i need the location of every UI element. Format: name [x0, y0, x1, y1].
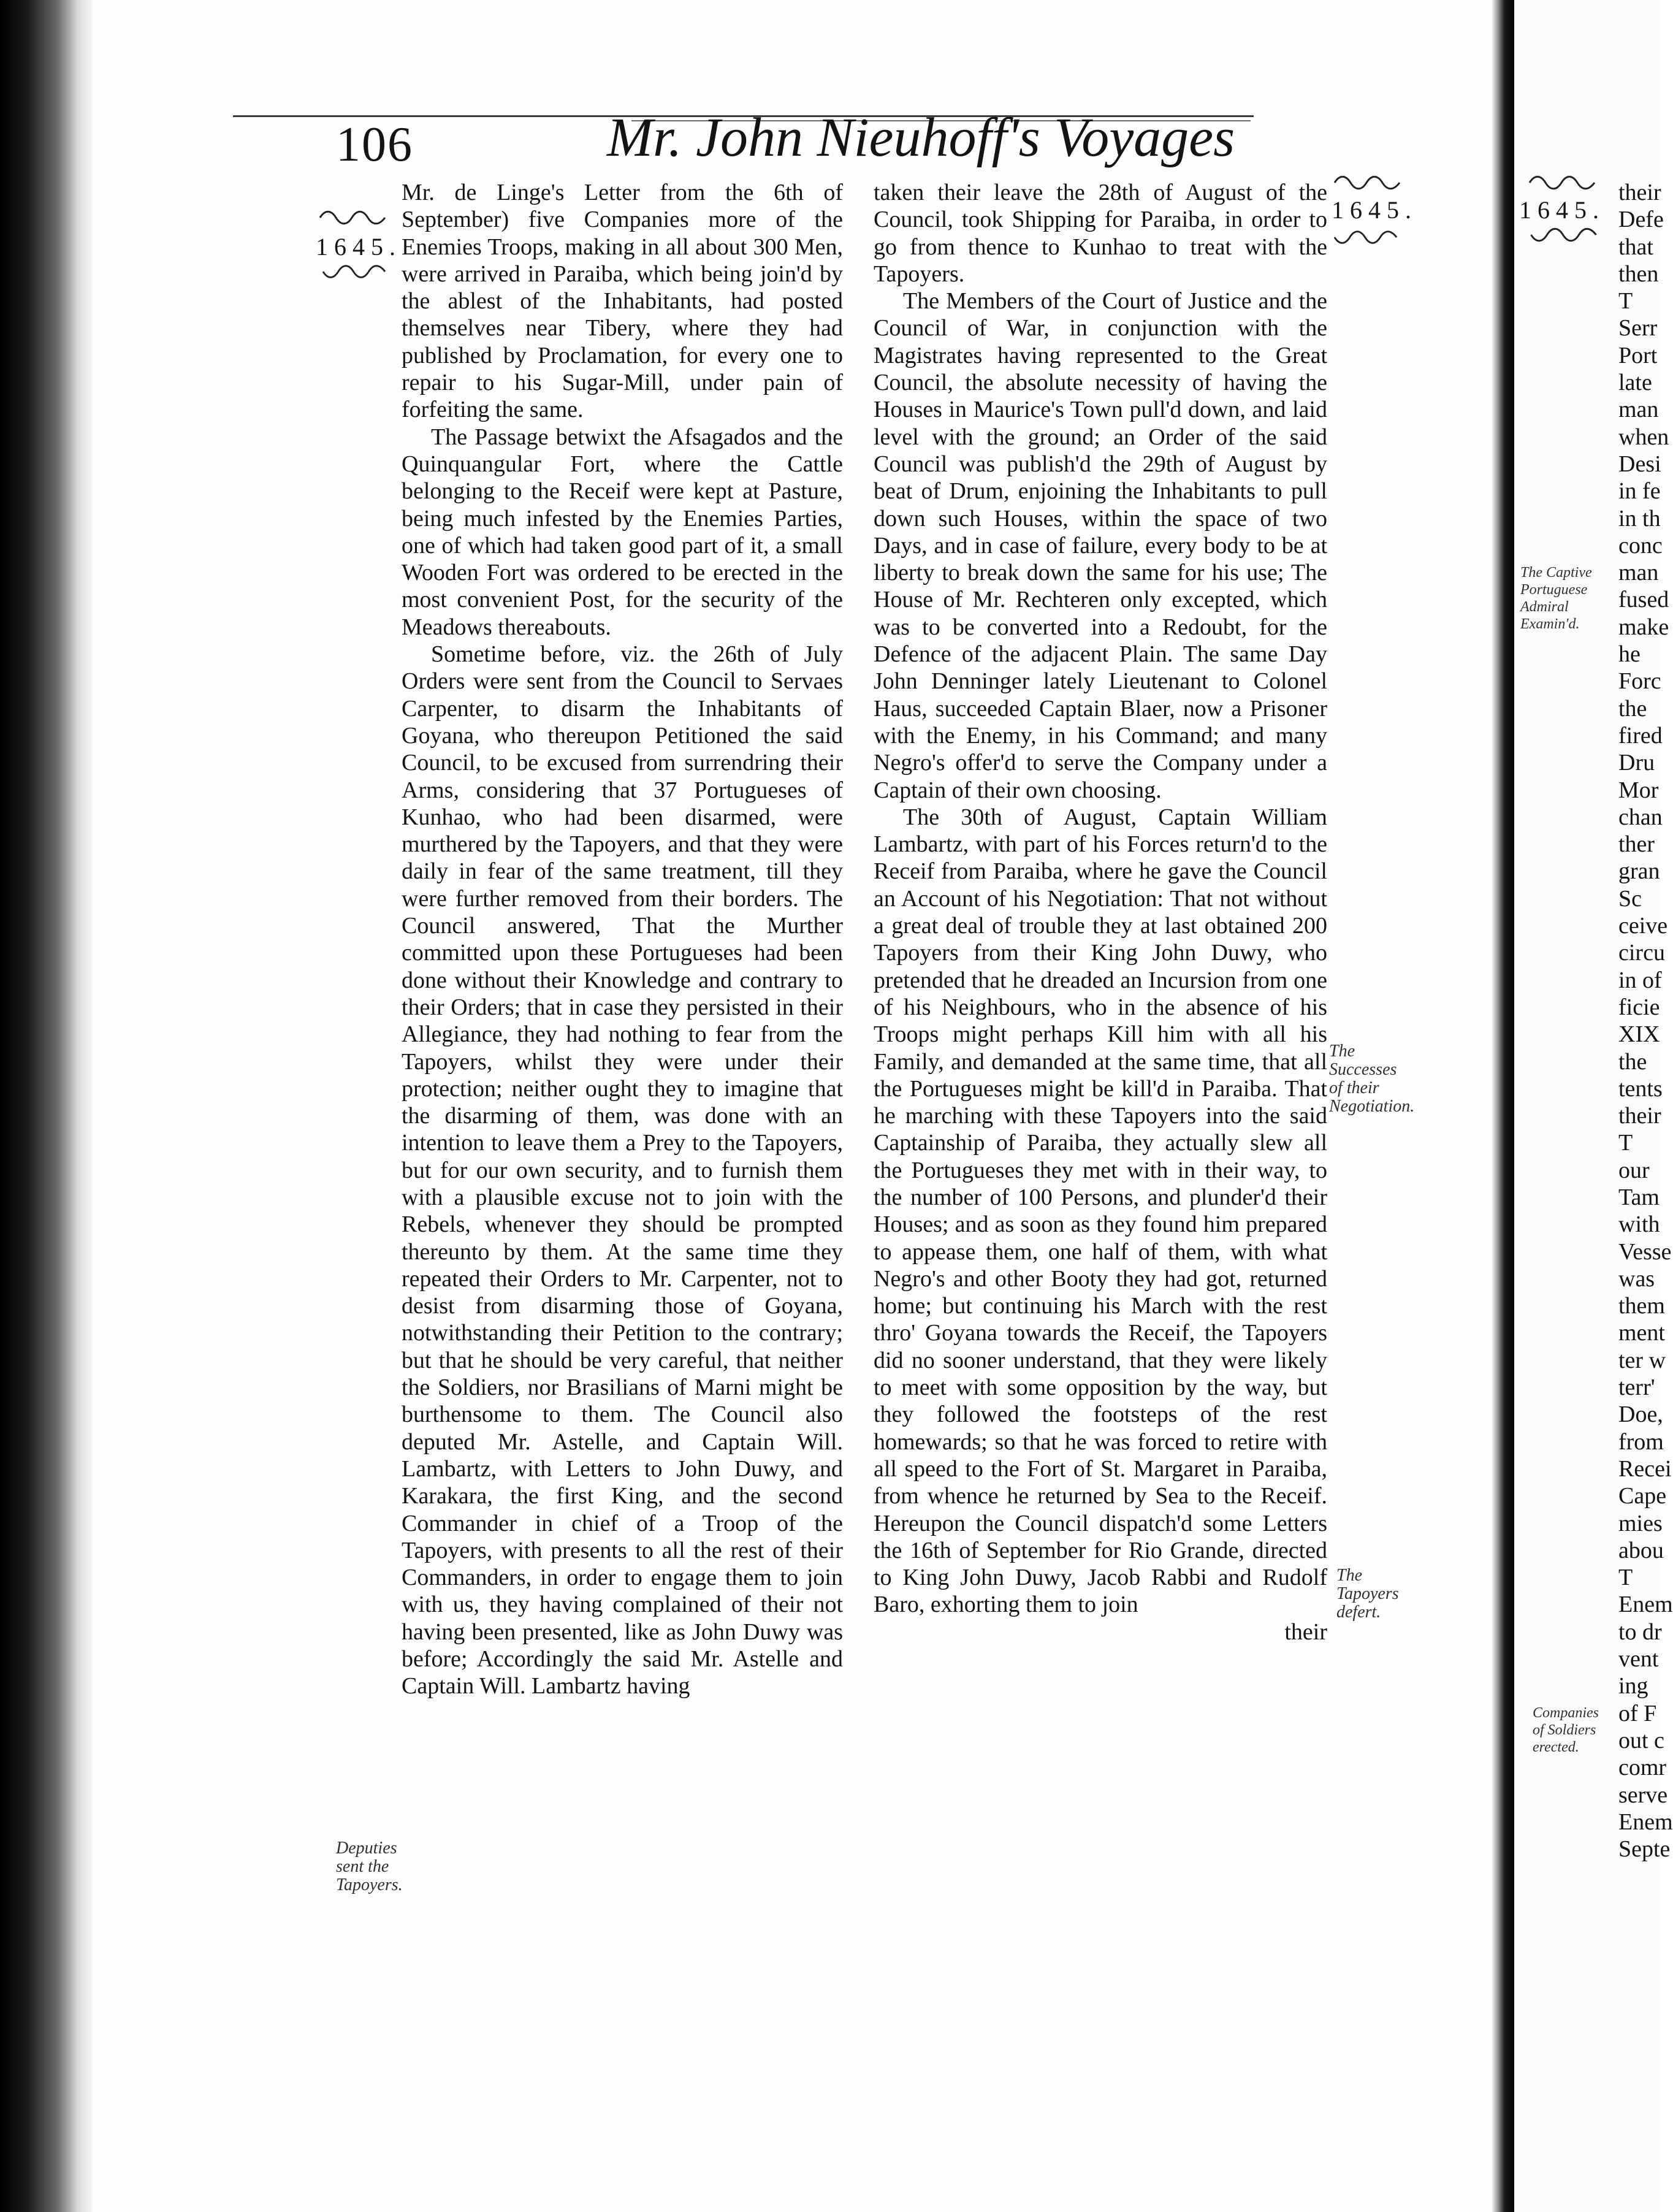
next-page-line-fragment: Port [1618, 342, 1658, 368]
next-page-line-fragment: ther [1618, 831, 1655, 858]
page-number: 106 [336, 118, 413, 172]
flourish-ornament-icon [1519, 174, 1605, 192]
next-page-line-fragment: Dru [1618, 750, 1655, 776]
next-page-line-fragment: with [1618, 1211, 1660, 1238]
next-page-line-fragment: Sc [1618, 885, 1642, 912]
next-page-line-fragment: Enem [1618, 1592, 1673, 1618]
next-page-line-fragment: ment [1618, 1320, 1665, 1346]
next-page-line-fragment: Mor [1618, 777, 1659, 803]
next-page-line-fragment: Defe [1618, 207, 1664, 233]
next-page-line-fragment: Forc [1618, 668, 1661, 695]
next-page-line-fragment: T [1618, 1130, 1633, 1156]
next-page-line-fragment: ter w [1618, 1347, 1666, 1373]
next-page-line-starts [1618, 179, 1673, 1863]
binding-gutter-left [0, 0, 92, 2212]
next-page-line-fragment: their [1618, 180, 1661, 205]
next-page-line-fragment: our [1618, 1157, 1650, 1183]
flourish-ornament-icon [319, 208, 386, 227]
next-page-line-fragment: Doe, [1618, 1402, 1663, 1428]
next-page-line-fragment: mies [1618, 1510, 1663, 1536]
next-page-line-fragment: man [1618, 397, 1659, 423]
next-page-line-fragment: XIX [1618, 1021, 1660, 1048]
next-page-line-fragment: Serr [1618, 315, 1658, 341]
binding-gutter-right [1492, 0, 1514, 2212]
next-page-margin-note-companies: Companies of Soldiers erected. [1533, 1705, 1599, 1755]
next-page-line-fragment: Septe [1618, 1836, 1671, 1863]
next-page-margin-note-captive: The Captive Portuguese Admiral Examin'd. [1520, 565, 1592, 632]
paragraph: Mr. de Linge's Letter from the 6th of September) five Companies more of the Enemies Troops, making in all about 300 Men, were arrived in Paraiba, which being join'd by the ablest of the Inhabitants, had posted themselves near Tibery, where they had published by Proclamation, for every one to repair to his Sugar-Mill, under pain of forfeiting the same. [402, 180, 843, 423]
paragraph: taken their leave the 28th of August of the Council, took Shipping for Paraiba, in order to go from thence to Kunhao to treat with the Tapoyers. [874, 180, 1327, 287]
running-head: Mr. John Nieuhoff's Voyages [607, 107, 1235, 168]
next-page-line-fragment: comr [1618, 1755, 1667, 1781]
next-page-line-fragment: the [1618, 1048, 1647, 1075]
paragraph: The Passage betwixt the Afsagados and the Quinquangular Fort, where the Cattle belonging to the Receif were kept at Pasture, being much infested by the Enemies Parties, one of which had taken good part of it, a small Wooden Fort was ordered to be erected in the most convenient Post, for the security of the Meadows thereabouts. [402, 424, 843, 640]
margin-note-success: The Successes of their Negotiation. [1329, 1042, 1415, 1116]
next-page-line-fragment: from [1618, 1428, 1664, 1455]
next-page-line-fragment: vent [1618, 1646, 1659, 1672]
margin-year: 1645. [1332, 196, 1417, 224]
flourish-ornament-icon [1525, 226, 1602, 244]
next-page-line-fragment: make [1618, 614, 1669, 640]
next-page-line-fragment: out c [1618, 1727, 1664, 1753]
next-page-line-fragment: terr' [1618, 1375, 1655, 1401]
margin-note-deputies: Deputies sent the Tapoyers. [336, 1839, 403, 1894]
text-column-right [874, 179, 1327, 1646]
next-page-year: 1645. [1519, 196, 1605, 224]
next-page-line-fragment: chan [1618, 804, 1663, 830]
margin-note-tapoyers: The Tapoyers defert. [1336, 1566, 1399, 1622]
next-page-line-fragment: T [1618, 288, 1633, 315]
next-page-line-fragment: Enem [1618, 1809, 1673, 1835]
next-page-line-fragment: Cape [1618, 1483, 1667, 1509]
paragraph: The 30th of August, Captain William Lambartz, with part of his Forces return'd to the Receif from Paraiba, where he gave the Council an Account of his Negotiation: That not without a great deal of trouble they at last obtained 200 Tapoyers from their King John Duwy, who pretended that he dreaded an Incursion from one of his Neighbours, who in the absence of his Troops might perhaps Kill him with all his Family, and demanded at the same time, that all the Portugueses might be kill'd in Paraiba. That he marching with these Tapoyers into the said Captainship of Paraiba, they actually slew all the Portugueses they met with in their way, to the number of 100 Persons, and plunder'd their Houses; and as soon as they found him prepared to appease them, one half of them, with what Negro's and other Booty they had got, returned home; but continuing his March with the rest thro' Goyana towards the Receif, the Tapoyers did no sooner understand, that they were likely to meet with some opposition by the way, but they followed the footsteps of the rest homewards; so that he was forced to retire with all speed to the Fort of St. Margaret in Paraiba, from whence he returned by Sea to the Receif. Hereupon the Council dispatch'd some Letters the 16th of September for Rio Grande, directed to King John Duwy, Jacob Rabbi and Rudolf Baro, exhorting them to join [874, 804, 1327, 1618]
next-page-line-fragment: in fe [1618, 478, 1661, 505]
next-page-line-fragment: when [1618, 424, 1669, 450]
next-page-line-fragment: Recei [1618, 1455, 1672, 1482]
next-page-line-fragment: serve [1618, 1782, 1668, 1808]
next-page-line-fragment: them [1618, 1293, 1665, 1319]
next-page-line-fragment: Desi [1618, 451, 1661, 477]
next-page-line-fragment: the [1618, 695, 1647, 722]
text-column-left [402, 179, 843, 1700]
next-page-line-fragment: tents [1618, 1075, 1663, 1102]
next-page-line-fragment: Vesse [1618, 1238, 1672, 1265]
paragraph: Sometime before, viz. the 26th of July Orders were sent from the Council to Servaes Carpenter, to disarm the Inhabitants of Goyana, who thereupon Petitioned the said Council, to be excused from surrendring their Arms, considering that 37 Portugueses of Kunhao, who had been disarmed, were murthered by the Tapoyers, and that they were daily in fear of the same treatment, till they were further removed from their borders. The Council answered, That the Murther committed upon these Portugueses had been done without their Knowledge and contrary to their Orders; that in case they persisted in their Allegiance, they had nothing to fear from the Tapoyers, whilst they were under their protection; neither ought they to imagine that the disarming of them, was done with an intention to leave them a Prey to the Tapoyers, but for our own security, and to furnish them with a plausible excuse not to join with the Rebels, whenever they should be prompted thereunto by them. At the same time they repeated their Orders to Mr. Carpenter, not to desist from disarming those of Goyana, notwithstanding their Petition to the contrary; but that he should be very careful, that neither the Soldiers, nor Brasilians of Marni might be burthensome to them. The Council also deputed Mr. Astelle, and Captain Will. Lambartz, with Letters to John Duwy, and Karakara, the first King, and the second Commander in chief of a Troop of the Tapoyers, with presents to all the rest of their Commanders, in order to engage them to join with us, they having complained of their not having been presented, like as John Duwy was before; Accordingly the said Mr. Astelle and Captain Will. Lambartz having [402, 641, 843, 1699]
flourish-ornament-icon [322, 262, 386, 281]
next-page-line-fragment: to dr [1618, 1619, 1662, 1645]
next-page-line-fragment: conc [1618, 532, 1663, 559]
flourish-ornament-icon [1333, 174, 1401, 192]
next-page-line-fragment: in of [1618, 967, 1662, 993]
next-page-line-fragment: late [1618, 370, 1652, 396]
next-page-line-fragment: man [1618, 560, 1659, 586]
next-page-line-fragment: he [1618, 641, 1641, 668]
next-page-line-fragment: fused [1618, 587, 1669, 613]
flourish-ornament-icon [1333, 228, 1398, 246]
margin-year: 1645. [316, 233, 402, 261]
next-page-line-fragment: gran [1618, 858, 1660, 885]
next-page-line-fragment: fired [1618, 722, 1663, 749]
next-page-line-fragment: ficie [1618, 994, 1660, 1020]
next-page-line-fragment: their [1618, 1103, 1661, 1129]
next-page-line-fragment: of F [1618, 1700, 1657, 1726]
next-page-line-fragment: ing [1618, 1673, 1648, 1699]
next-page-line-fragment: in th [1618, 505, 1661, 532]
next-page-line-fragment: was [1618, 1265, 1655, 1292]
next-page-line-fragment: circu [1618, 940, 1665, 966]
catchword: their [1284, 1619, 1327, 1645]
next-page-line-fragment: ceive [1618, 913, 1668, 939]
paragraph: The Members of the Court of Justice and the Council of War, in conjunction with the Magistrates having represented to the Great Council, the absolute necessity of having the Houses in Maurice's Town pull'd down, and laid level with the ground; an Order of the said Council was publish'd the 29th of August by beat of Drum, enjoining the Inhabitants to pull down such Houses, within the space of two Days, and in case of failure, every body to be at liberty to break down the same for his use; The House of Mr. Rechteren only excepted, which was to be converted into a Redoubt, for the Defence of the adjacent Plain. The same Day John Denninger lately Lieutenant to Colonel Haus, succeeded Captain Blaer, now a Prisoner with the Enemy, in his Command; and many Negro's offer'd to serve the Company under a Captain of their own choosing. [874, 288, 1327, 803]
next-page-line-fragment: that [1618, 234, 1653, 260]
next-page-line-fragment: Tam [1618, 1184, 1660, 1210]
next-page-line-fragment: then [1618, 261, 1659, 287]
next-page-line-fragment: abou [1618, 1537, 1664, 1563]
next-page-line-fragment: T [1618, 1565, 1633, 1591]
